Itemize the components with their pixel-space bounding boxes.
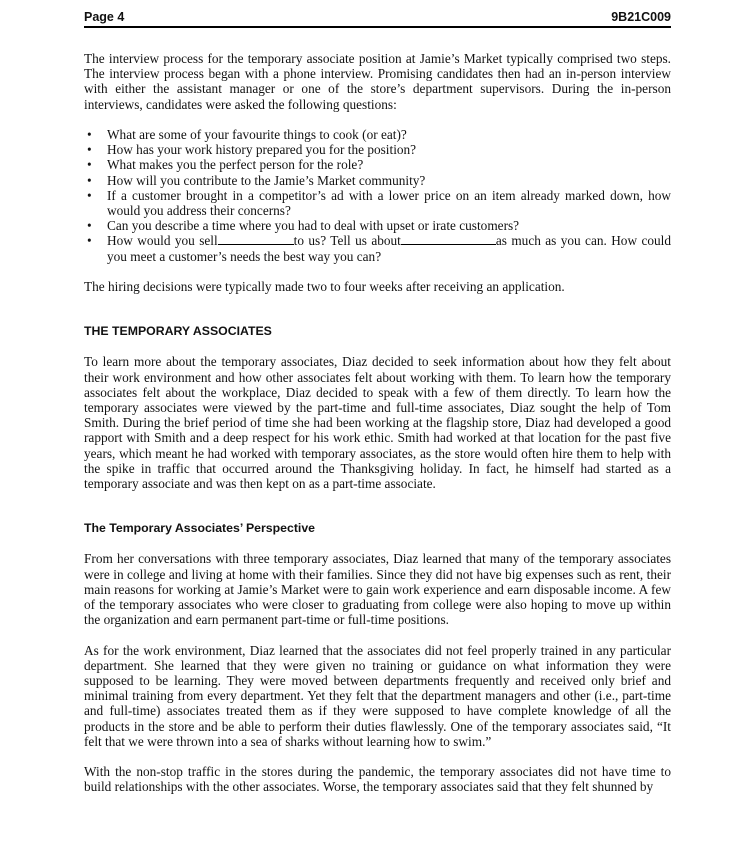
question-part: How would you sell bbox=[107, 233, 218, 249]
list-item: • What are some of your favourite things to cook (or eat)? bbox=[84, 127, 671, 142]
list-item: • What makes you the perfect person for the role? bbox=[84, 157, 671, 172]
list-item: • Can you describe a time where you had to deal with upset or irate customers? bbox=[84, 218, 671, 233]
subsection-heading: The Temporary Associates’ Perspective bbox=[84, 521, 316, 536]
section-paragraph: From her conversations with three temporary associates, Diaz learned that many of the temporary associates were in college and living at home with their families. Since they did not have big expenses such as rent, their main reasons for working at Jamie’s Market were to gain work experience and earn disposable income. A few of the temporary associates who were closer to graduating from college were also hoping to move up within the organization and earn permanent part-time or full-time positions. bbox=[84, 551, 671, 628]
blank-line bbox=[218, 233, 294, 245]
section-heading: THE TEMPORARY ASSOCIATES bbox=[84, 324, 272, 339]
list-item bbox=[84, 233, 671, 263]
document-body bbox=[84, 51, 671, 810]
interview-questions-list bbox=[84, 127, 671, 264]
section-paragraph: As for the work environment, Diaz learned that the associates did not feel properly trained in any particular department. She learned that they were given no training or guidance on what information they were supposed to be learning. They were moved between departments frequently and received only brief and minimal training from every department. Yet they felt that the department managers and other (i.e., part-time and full-time) associates treated them as if they were supposed to have complete knowledge of all the products in the store and be able to perform their duties flawlessly. One of the temporary associates said, “It felt that we were thrown into a sea of sharks without learning how to swim.” bbox=[84, 642, 671, 749]
hiring-paragraph: The hiring decisions were typically made two to four weeks after receiving an application. bbox=[84, 279, 565, 295]
page-header bbox=[84, 8, 671, 28]
page-number: Page 4 bbox=[84, 10, 125, 24]
list-item: • How will you contribute to the Jamie’s Market community? bbox=[84, 173, 671, 188]
section-paragraph: With the non-stop traffic in the stores during the pandemic, the temporary associates did not have time to build relationships with the other associates. Worse, the temporary associates said that they felt shunned by bbox=[84, 764, 671, 795]
blank-line bbox=[401, 233, 496, 245]
section-paragraph: To learn more about the temporary associates, Diaz decided to seek information about how they felt about their work environment and how other associates felt about working with them. To learn how the temporary associates felt about the workplace, Diaz decided to speak with a few of them directly. To learn how the temporary associates were viewed by the part-time and full-time associates, Diaz sought the help of Tom Smith. During the brief period of time she had been working at the flagship store, Diaz had developed a good rapport with Smith and a deep respect for his work ethic. Smith had worked at that location for the past five years, which meant he had worked with temporary associates, as the store would often hire them to help with the spike in traffic that occurred around the Thanksgiving holiday. In fact, he himself had started as a temporary associate and was then kept on as a part-time associate. bbox=[84, 354, 671, 492]
list-item: • How has your work history prepared you for the position? bbox=[84, 142, 671, 157]
case-code: 9B21C009 bbox=[611, 10, 671, 24]
question-part: to us? Tell us about bbox=[293, 233, 401, 249]
intro-paragraph: The interview process for the temporary associate position at Jamie’s Market typically comprised two steps. The interview process began with a phone interview. Promising candidates then had an in-person interview with either the assistant manager or one of the store’s department supervisors. During the in-person interviews, candidates were asked the following questions: bbox=[84, 51, 671, 112]
list-item: • If a customer brought in a competitor’s ad with a lower price on an item already marked down, how would you address their concerns? bbox=[84, 188, 671, 218]
question-part: as much as you can. How could you meet a customer’s needs the best way you can? bbox=[107, 233, 671, 264]
